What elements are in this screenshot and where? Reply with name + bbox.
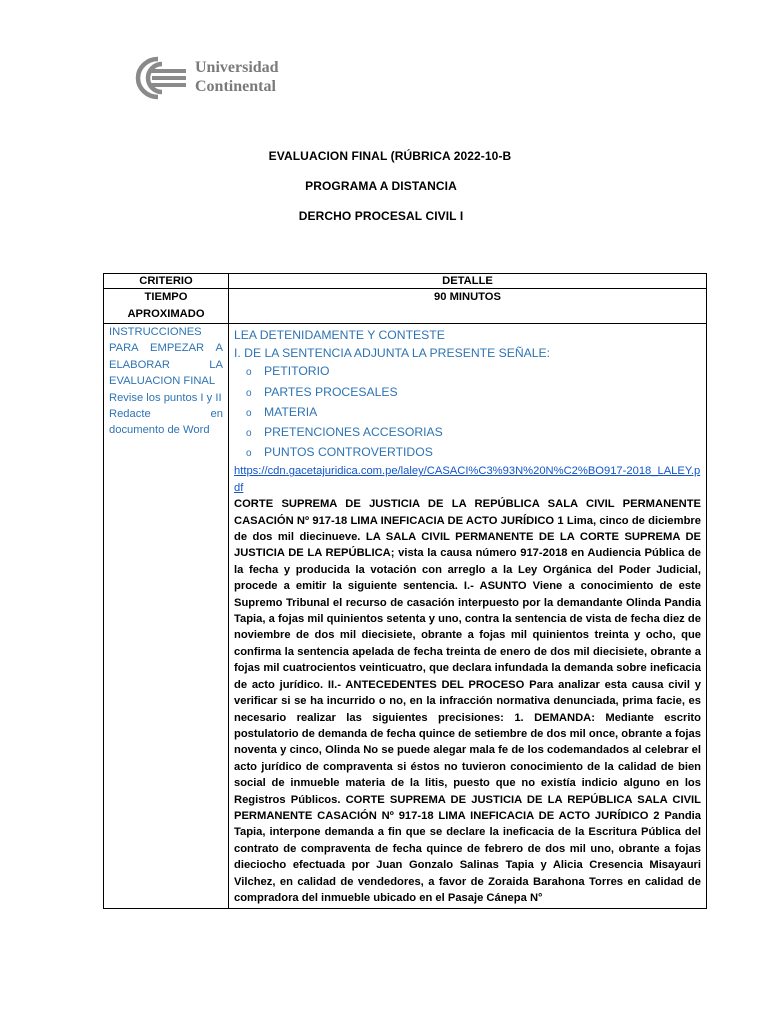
universidad-continental-logo-mark xyxy=(130,55,190,101)
rubric-table xyxy=(103,273,707,909)
list-item: o PARTES PROCESALES xyxy=(246,383,701,403)
sentencia-link[interactable]: https://cdn.gacetajuridica.com.pe/laley/CASACI%C3%93N%20N%C2%BO917-2018_LALEY.pdf xyxy=(234,465,701,494)
university-logo xyxy=(130,55,290,101)
course-heading: DERCHO PROCESAL CIVIL I xyxy=(298,209,464,223)
list-item: o PRETENCIONES ACCESORIAS xyxy=(246,423,701,443)
read-title: LEA DETENIDAMENTE Y CONTESTE xyxy=(234,328,445,342)
list-item: o MATERIA xyxy=(246,403,701,423)
instructions-line-1: INSTRUCCIONES PARA EMPEZAR A ELABORAR LA EVALUACION FINAL xyxy=(109,326,223,388)
section-title: I. DE LA SENTENCIA ADJUNTA LA PRESENTE SEÑALE: xyxy=(234,346,551,361)
header-criterio: CRITERIO xyxy=(104,274,229,289)
table-header-row xyxy=(104,274,707,289)
logo-line-2: Continental xyxy=(195,78,276,95)
detail-cell xyxy=(229,324,707,909)
time-row xyxy=(104,289,707,324)
item-list xyxy=(234,362,701,463)
instructions-cell xyxy=(104,324,229,909)
program-heading: PROGRAMA A DISTANCIA xyxy=(305,179,457,193)
instructions-row xyxy=(104,324,707,909)
logo-line-1: Universidad xyxy=(195,59,279,76)
instructions-line-3: Redacte en documento de Word xyxy=(109,408,223,437)
list-item: o PETITORIO xyxy=(246,362,701,382)
instructions-line-2: Revise los puntos I y II xyxy=(109,391,222,404)
time-value: 90 MINUTOS xyxy=(229,289,707,324)
header-detalle: DETALLE xyxy=(229,274,707,289)
time-label: TIEMPO APROXIMADO xyxy=(104,289,229,324)
logo-text xyxy=(195,58,279,96)
list-item: o PUNTOS CONTROVERTIDOS xyxy=(246,443,701,463)
document-title: EVALUACION FINAL (RÚBRICA 2022-10-B xyxy=(268,149,512,163)
sentencia-text: CORTE SUPREMA DE JUSTICIA DE LA REPÚBLICA SALA CIVIL PERMANENTE CASACIÓN Nº 917-18 LIMA INEFICACIA DE ACTO JURÍDICO 1 Lima, cinco de diciembre de dos mil diecinueve. LA SALA CIVIL PERMANENTE DE LA CORTE SUPREMA DE JUSTICIA DE LA REPÚBLICA; vista la causa número 917-2018 en Audiencia Pública de la fecha y producida la votación con arreglo a la Ley Orgánica del Poder Judicial, procede a emitir la siguiente sentencia. I.- ASUNTO Viene a conocimiento de este Supremo Tribunal el recurso de casación interpuesto por la demandante Olinda Pandia Tapia, a fojas mil quinientos setenta y uno, contra la sentencia de vista de fecha diez de noviembre de dos mil diecisiete, obrante a fojas mil quinientos treinta y ocho, que confirma la sentencia apelada de fecha treinta de enero de dos mil diecisiete, obrante a fojas mil cuatrocientos veinticuatro, que declara infundada la demanda sobre ineficacia de acto jurídico. II.- ANTECEDENTES DEL PROCESO Para analizar esta causa civil y verificar si se ha incurrido o no, en la infracción normativa denunciada, prima facie, es necesario realizar las siguientes precisiones: 1. DEMANDA: Mediante escrito postulatorio de demanda de fecha quince de setiembre de dos mil once, obrante a fojas noventa y cinco, Olinda No se puede alegar mala fe de los codemandados al celebrar el acto jurídico de compraventa si éstos no tuvieron conocimiento de la calidad de bien social de inmueble materia de la litis, puesto que no existía indicio alguno en los Registros Públicos. CORTE SUPREMA DE JUSTICIA DE LA REPÚBLICA SALA CIVIL PERMANENTE CASACIÓN Nº 917-18 LIMA INEFICACIA DE ACTO JURÍDICO 2 Pandia Tapia, interpone demanda a fin que se declare la ineficacia de la Escritura Pública del contrato de compraventa de fecha quince de febrero de dos mil uno, obrante a fojas dieciocho efectuada por Juan Gonzalo Salinas Tapia y Alicia Cresencia Misayauri Vilchez, en calidad de vendedores, a favor de Zoraida Barahona Torres en calidad de compradora del inmueble ubicado en el Pasaje Cánepa N° xyxy=(234,498,701,904)
